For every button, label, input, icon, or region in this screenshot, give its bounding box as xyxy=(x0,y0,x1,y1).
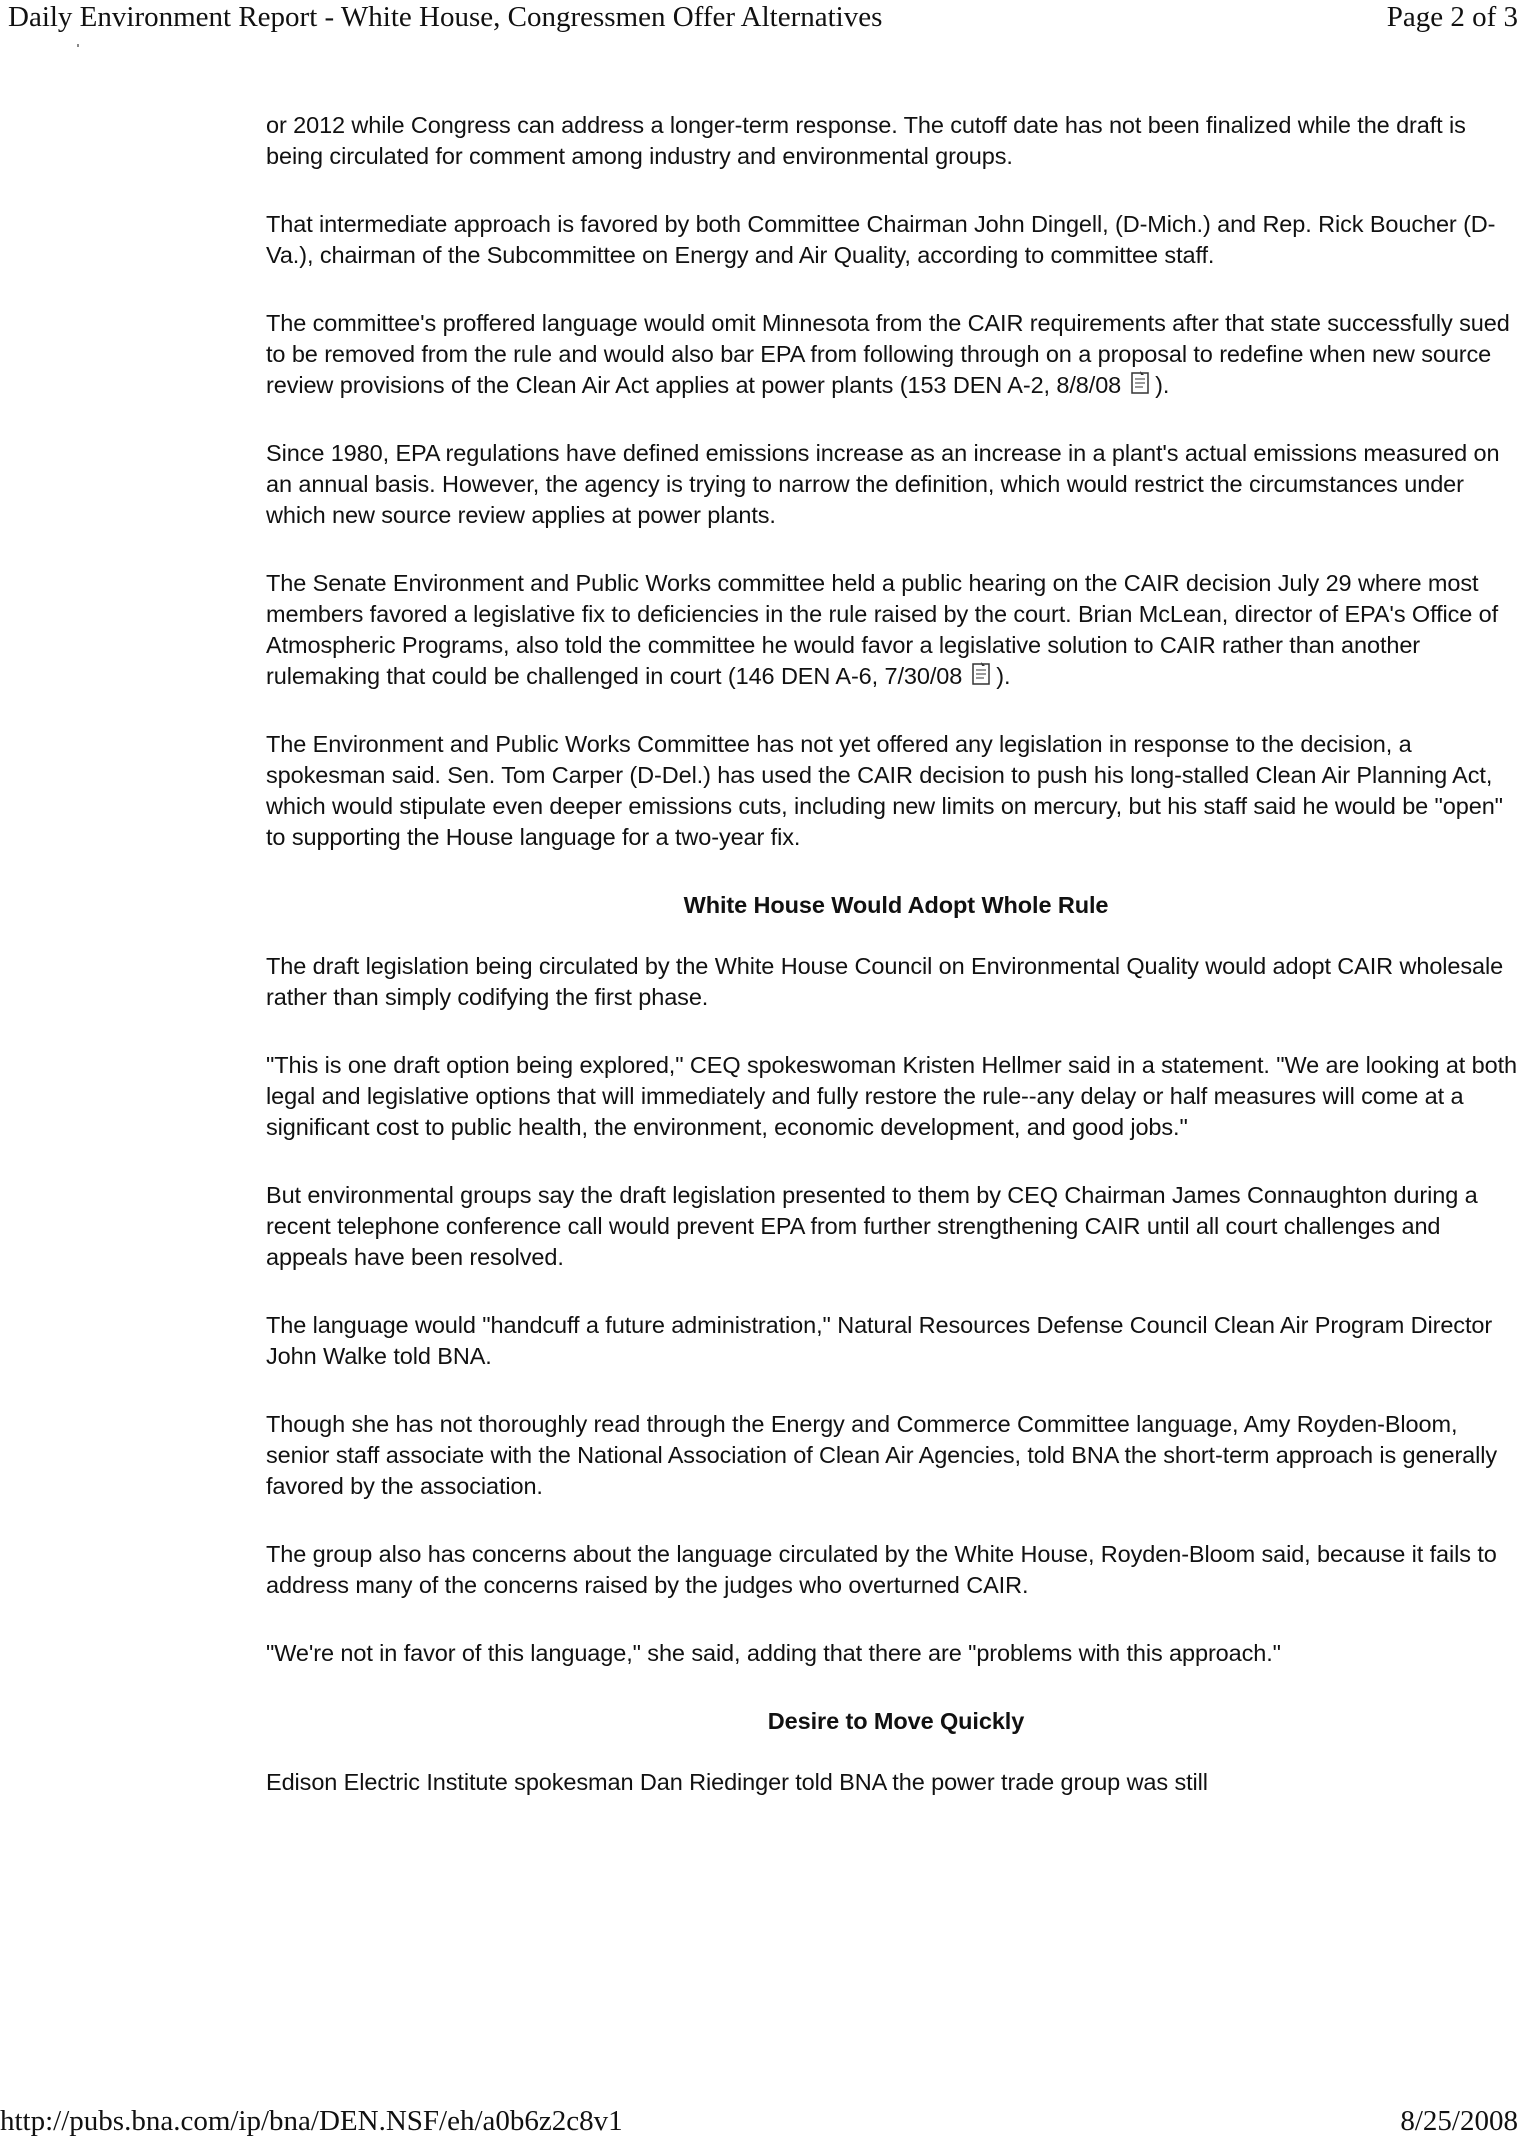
document-title: Daily Environment Report - White House, Congressmen Offer Alternatives xyxy=(8,1,883,33)
paragraph-not-in-favor: "We're not in favor of this language," she said, adding that there are "problems with this approach." xyxy=(266,1640,1281,1666)
paragraph-continuation: or 2012 while Congress can address a longer-term response. The cutoff date has not been finalized while the draft is being circulated for comment among industry and environmental groups. xyxy=(266,112,1466,169)
paragraph-group-concerns: The group also has concerns about the language circulated by the White House, Royden-Bloom said, because it fails to address many of the concerns raised by the judges who overturned CAIR. xyxy=(266,1541,1497,1598)
paragraph-epw-committee: The Environment and Public Works Committee has not yet offered any legislation in response to the decision, a spokesman said. Sen. Tom Carper (D-Del.) has used the CAIR decision to push his long-stalled Clean Air Planning Act, which would stipulate even deeper emissions cuts, including new limits on mercury, but his staff said he would be "open" to supporting the House language for a two-year fix. xyxy=(266,731,1503,850)
paragraph-committee-language xyxy=(266,308,1526,401)
section-heading-white-house: White House Would Adopt Whole Rule xyxy=(683,892,1109,918)
header-mark xyxy=(77,44,79,47)
paragraph-ceq-statement: "This is one draft option being explored," CEQ spokeswoman Kristen Hellmer said in a statement. "We are looking at both legal and legislative options that will immediately and fully restore the rule--any delay or half measures will come at a significant cost to public health, the environment, economic development, and good jobs." xyxy=(266,1052,1517,1140)
paragraph-nrdc-quote: The language would "handcuff a future administration," Natural Resources Defense Council Clean Air Program Director John Walke told BNA. xyxy=(266,1312,1493,1369)
paragraph-environmental-groups: But environmental groups say the draft legislation presented to them by CEQ Chairman James Connaughton during a recent telephone conference call would prevent EPA from further strengthening CAIR until all court challenges and appeals have been resolved. xyxy=(266,1182,1478,1270)
paragraph-senate-hearing xyxy=(266,568,1526,692)
source-url: http://pubs.bna.com/ip/bna/DEN.NSF/eh/a0b6z2c8v1 xyxy=(0,2105,623,2137)
page-number: Page 2 of 3 xyxy=(1386,1,1518,33)
document-link-icon[interactable] xyxy=(1127,370,1153,396)
paragraph-regulations-history: Since 1980, EPA regulations have defined emissions increase as an increase in a plant's actual emissions measured on an annual basis. However, the agency is trying to narrow the definition, which would restrict the circumstances under which new source review applies at power plants. xyxy=(266,440,1500,528)
paragraph-text: The committee's proffered language would omit Minnesota from the CAIR requirements after that state successfully sued to be removed from the rule and would also bar EPA from following through on a proposal to redefine when new source review provisions of the Clean Air Act applies at power plants (153 DEN A-2, 8/8/08 xyxy=(266,310,1510,398)
paragraph-end: ). xyxy=(996,663,1011,689)
print-date: 8/25/2008 xyxy=(1400,2105,1518,2137)
document-link-icon[interactable] xyxy=(968,661,994,687)
paragraph-nacaa: Though she has not thoroughly read through the Energy and Commerce Committee language, Amy Royden-Bloom, senior staff associate with the National Association of Clean Air Agencies, told BNA the short-term approach is generally favored by the association. xyxy=(266,1411,1498,1499)
section-heading-move-quickly: Desire to Move Quickly xyxy=(767,1708,1025,1734)
paragraph-ceq-draft: The draft legislation being circulated by the White House Council on Environmental Quality would adopt CAIR wholesale rather than simply codifying the first phase. xyxy=(266,953,1504,1010)
page-header xyxy=(8,0,1518,40)
paragraph-end: ). xyxy=(1155,372,1170,398)
paragraph-intermediate-approach: That intermediate approach is favored by both Committee Chairman John Dingell, (D-Mich.) and Rep. Rick Boucher (D-Va.), chairman of the Subcommittee on Energy and Air Quality, according to committee staff. xyxy=(266,211,1496,268)
page-footer xyxy=(0,2104,1518,2144)
article-body xyxy=(266,110,1526,1835)
paragraph-eei: Edison Electric Institute spokesman Dan Riedinger told BNA the power trade group was still xyxy=(266,1769,1208,1795)
paragraph-text: The Senate Environment and Public Works committee held a public hearing on the CAIR decision July 29 where most members favored a legislative fix to deficiencies in the rule raised by the court. Brian McLean, director of EPA's Office of Atmospheric Programs, also told the committee he would favor a legislative solution to CAIR rather than another rulemaking that could be challenged in court (146 DEN A-6, 7/30/08 xyxy=(266,570,1499,689)
